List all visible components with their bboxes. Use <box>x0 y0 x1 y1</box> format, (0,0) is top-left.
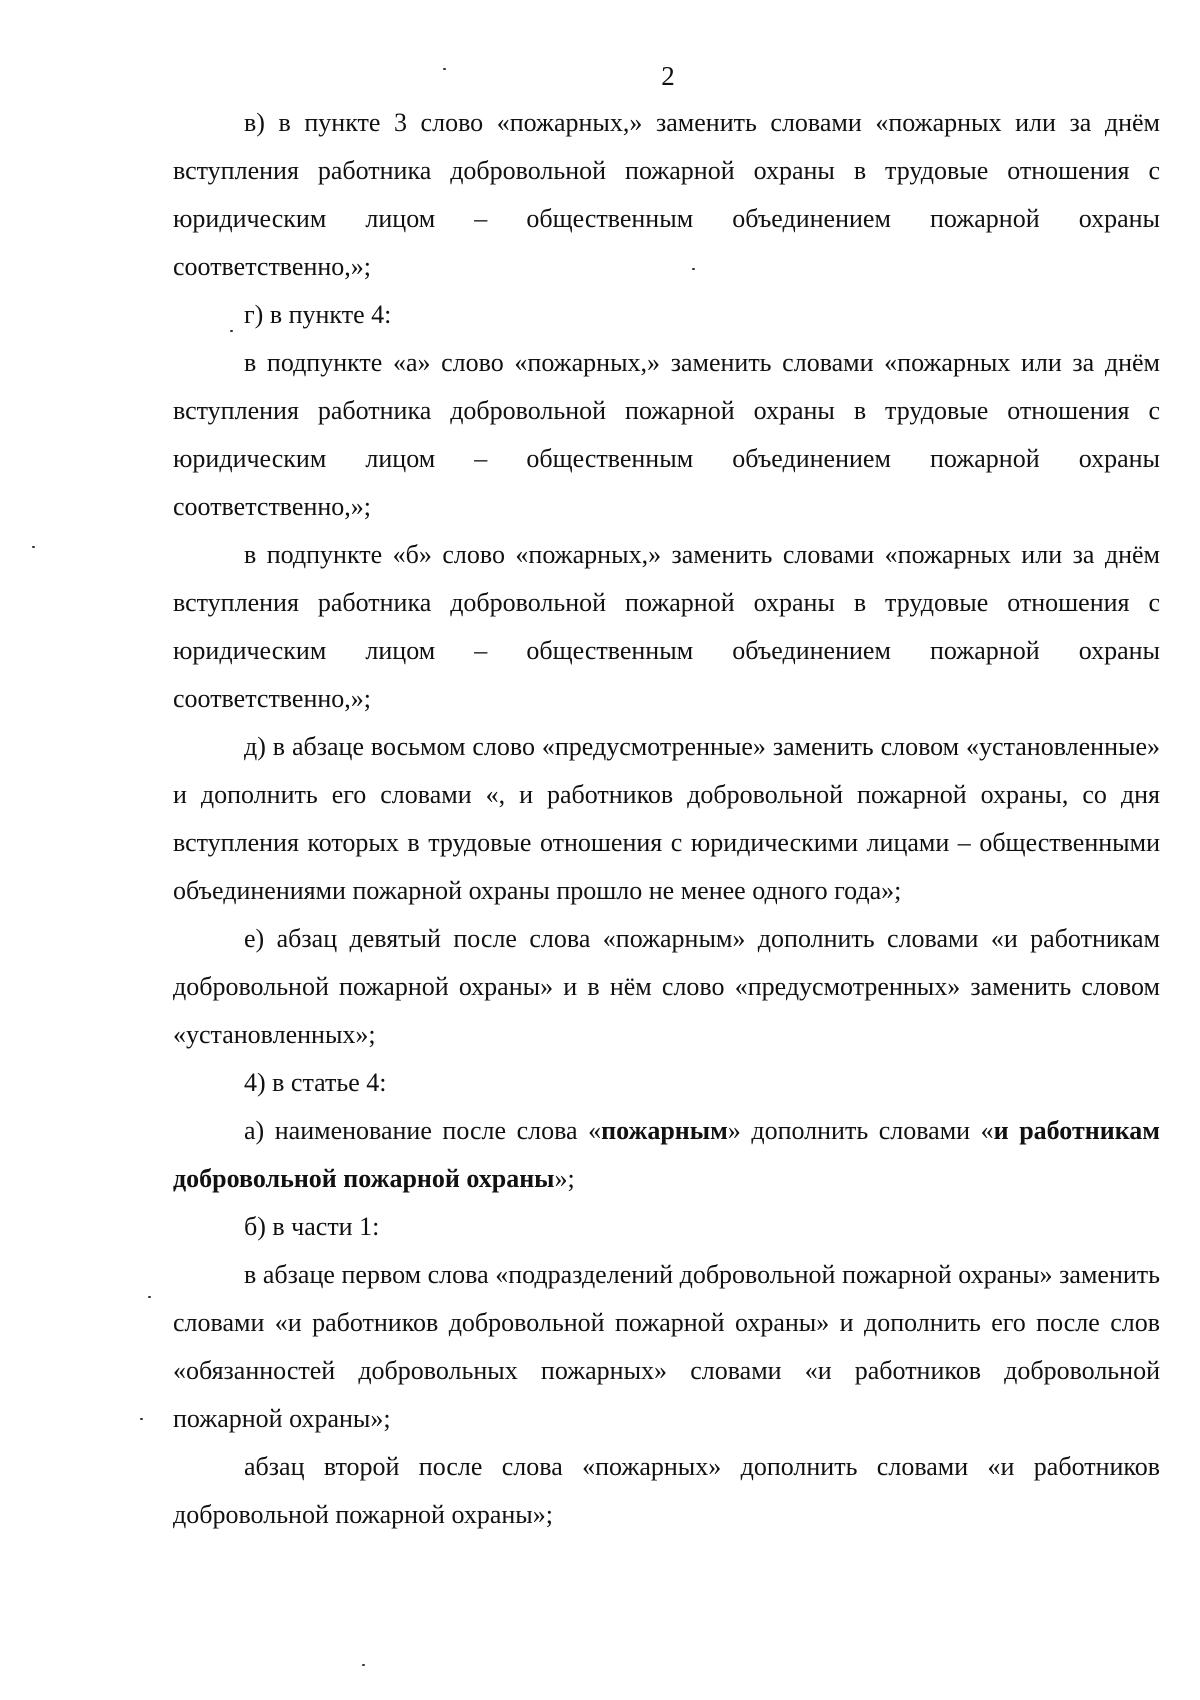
scan-speck <box>362 1664 365 1666</box>
scan-speck <box>230 330 233 332</box>
paragraph-subitem-b: в подпункте «б» слово «пожарных,» заменить словами «пожарных или за днём вступления работника добровольной пожарной охраны в трудовые отношения с юридическим лицом – общественным объединением пожарной охраны соответственно,»; <box>173 540 1160 713</box>
scan-speck <box>32 546 35 548</box>
text-run: »; <box>554 1164 575 1193</box>
paragraph-abzac-first: в абзаце первом слова «подразделений добровольной пожарной охраны» заменить словами «и работников добровольной пожарной охраны» и дополнить его после слов «обязанностей добровольных пожарных» словами «и работников добровольной пожарной охраны»; <box>173 1260 1160 1433</box>
paragraph-article-4: 4) в статье 4: <box>244 1068 387 1097</box>
document-body <box>173 99 1160 1539</box>
paragraph-item-a-title <box>173 1107 1160 1203</box>
text-run: а) наименование после слова « <box>244 1116 602 1145</box>
paragraph-item-e: е) абзац девятый после слова «пожарным» дополнить словами «и работникам добровольной пожарной охраны» и в нём слово «предусмотренных» заменить словом «установленных»; <box>173 924 1160 1049</box>
scan-speck <box>140 1418 143 1420</box>
paragraph-item-b-part-1: б) в части 1: <box>244 1212 380 1241</box>
bold-text-run: и работникам добровольной пожарной охраны <box>173 1116 1160 1193</box>
paragraph-item-g: г) в пункте 4: <box>244 300 392 329</box>
scan-speck <box>148 1296 151 1298</box>
bold-text-run: пожарным <box>601 1116 728 1145</box>
paragraph-abzac-second: абзац второй после слова «пожарных» дополнить словами «и работников добровольной пожарной охраны»; <box>173 1452 1160 1529</box>
paragraph-item-v: в) в пункте 3 слово «пожарных,» заменить словами «пожарных или за днём вступления работника добровольной пожарной охраны в трудовые отношения с юридическим лицом – общественным объединением пожарной охраны соответственно,»; <box>173 108 1160 281</box>
scan-speck <box>692 268 695 270</box>
text-run: » дополнить словами « <box>727 1116 994 1145</box>
paragraph-subitem-a: в подпункте «а» слово «пожарных,» заменить словами «пожарных или за днём вступления работника добровольной пожарной охраны в трудовые отношения с юридическим лицом – общественным объединением пожарной охраны соответственно,»; <box>173 348 1160 521</box>
page-number: 2 <box>661 61 675 91</box>
paragraph-item-d: д) в абзаце восьмом слово «предусмотренные» заменить словом «установленные» и дополнить его словами «, и работников добровольной пожарной охраны, со дня вступления которых в трудовые отношения с юридическими лицами – общественными объединениями пожарной охраны прошло не менее одного года»; <box>173 732 1160 905</box>
scan-speck <box>443 68 446 70</box>
